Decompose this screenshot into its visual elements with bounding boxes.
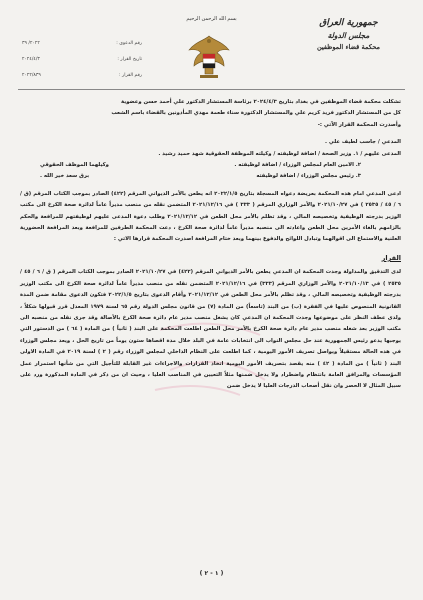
decision-heading: القرار <box>381 253 401 262</box>
iraq-eagle-emblem-icon <box>186 32 232 82</box>
decision-date-row <box>22 52 142 68</box>
decision-number-value: ٢٠٢٢/٨٣٩ <box>22 73 41 78</box>
defendant-agent: برق سعد خير الله . <box>40 173 90 180</box>
page-number: ( ١ - ٢ ) <box>199 570 224 577</box>
defendant-text: المدعى عليهم / ١. وزير الصحة / اضافة لوظيفته / وكيلته الموظفة الحقوقية شهد حميد رشيد . <box>158 150 401 157</box>
decision-number-row <box>22 68 142 84</box>
court-header <box>296 16 401 53</box>
intro-line-1: تشكلت محكمة قضاء الموظفين في بغداد بتاريخ ٢٠٢٤/٤/٣ برئاسة المستشار الدكتور علي أحمد حسن وعضوية <box>121 99 401 105</box>
defendant-agent: وكيلهما الموظف الحقوقي <box>40 162 109 169</box>
case-number-label: رقم الدعوى : <box>116 41 142 46</box>
court-line-3: محكمة قضاء الموظفين <box>316 43 381 51</box>
defendant-text: ٢. الامين العام لمجلس الوزراء / اضافة لوظيفته . <box>234 162 361 169</box>
court-line-2: مجلس الدولة <box>327 31 370 40</box>
plaintiff-line: المدعي / جاسب لطيف علي . <box>325 139 401 146</box>
court-line-1: جمهورية العراق <box>319 18 378 28</box>
defendant-row <box>20 160 401 171</box>
defendant-text: ٣. رئيس مجلس الوزراء / اضافة لوظيفته <box>256 173 361 180</box>
decision-date-value: ٢٠٢٤/٤/٣ <box>22 57 40 62</box>
bismillah: بسم الله الرحمن الرحيم <box>186 16 237 22</box>
case-info <box>22 36 142 84</box>
intro-line-3: وأصدرت المحكمة القرار الآتي :- <box>317 121 401 128</box>
intro-line-2: كل من المستشار الدكتور فريد كريم علي والمستشار الدكتورة سناء طعمة مهدي المأذونين بالقضاء باسم الشعب <box>111 110 401 117</box>
judgment-body <box>20 97 401 393</box>
defendant-row <box>20 149 401 160</box>
decision-paragraph: لدى التدقيق والمداولة وجدت المحكمة ان المدعي يطعن بالأمر الديواني المرقم (٤٢٢) في ٢٠٢١/١٠/٢٧ الصادر بموجب الكتاب المرقم ( ق / ٦ / ٤٥ / ٢٥٣٥ ) في ٢٠٢١/١٠/١٣ والأمر الوزاري المرقم (٣٣٣) في ٢٠٢١/١٢/١٦ المتضمن نقله من منصب مديراً عاماً لدائرة صحة الكرخ الى مكتب الوزير بدرجته الوظيفية وتخصيصه المالي ، وقد تظلم بالأمر محل الطعن في ٢٠٢١/١٢/١٢ وأقام الدعوى بتاريخ ٢٠٢٢/١/٥ فتكون الدعوى مقامة ضمن المدة القانونية المنصوص عليها في الفقرة (ب) من البند (تاسعاً) من المادة (٧) من قانون مجلس الدولة رقم ٦٥ لسنة ١٩٧٩ المعدل قرر قبولها شكلاً ، ولدى عطف النظر على موضوعها وجدت المحكمة ان المدعي كان يشغل منصب مدير عام دائرة صحة الكرخ بالأصالة وقد جرى نقله من منصبه الى مكتب الوزير بعد شغله منصب مدير عام دائرة صحة الكرخ بالأمر محل الطعن اطلعت المحكمة على البند ( ثانياً ) من المادة ( ٦٤ ) من الدستور التي يوجبها يدعو رئيس الجمهورية عند حل مجلس النواب الى انتخابات عامة في البلد خلال مدة اقصاها ستون يوماً من تاريخ الحل ، ويعد مجلس الوزراء في هذه الحالة مستقيلاً ويواصل تصريف الأمور اليومية ، كما اطلعت على النظام الداخلي لمجلس الوزراء رقم ( ٢ ) لسنة ٢٠١٩ في المادة الاولى البند ( ثانياً ) من المادة ( ٤٢ ) منه يقصد بتصريف الأمور اليومية اتخاذ القرارات والاجراءات غير القابلة للتأجيل التي من شأنها استمرار عمل المؤسسات والمرافق العامة بانتظام واضطراد ولا يدخل ضمنها مثلاً التعيين في المناصب العليا ، وحيث ان من ذكر في المادة المذكورة ورد على سبيل المثال لا الحصر وان نقل أصحاب الدرجات العليا لا يدخل ضمن <box>20 269 402 390</box>
header-divider <box>18 89 405 90</box>
case-number-row <box>22 36 142 52</box>
defendants-block <box>20 149 401 183</box>
decision-date-label: تاريخ القرار : <box>117 57 142 62</box>
case-number-value: ٢٠٢٢/ ٣٩ <box>22 41 40 46</box>
defendant-row <box>20 171 401 182</box>
claim-paragraph: ادعى المدعي امام هذه المحكمة بعريضة دعواه المسجلة بتاريخ ٢٠٢٢/١/٥ انه يطعن بالأمر الديواني المرقم (٤٢٢) الصادر بموجب الكتاب المرقم (ق / ٦ / ٤٥ / ٢٥٣٥ ) في ٢٠٢١/١٠/٢٧ والأمر الوزاري المرقم ( ٣٣٣ ) في ٢٠٢١/١٢/١٦ المتضمن نقله من منصب مديراً عاماً لدائرة صحة الكرخ الى مكتب الوزير بدرجته الوظيفية وتخصيصه المالي ، وقد تظلم بالأمر محل الطعن في ٢٠٢١/١٢/١٢ وطلب دعوة المدعى عليهم لوظيفتهم للمرافعة والحكم بالزامهم بالغاء الأمرين محل الطعن واعادته الى منصبه مديراً عاماً لدائرة صحة الكرخ ، دعت المحكمة الطرفين للمرافعة وبعد المرافعة الحضورية العلنية والاستماع الى اقوالهما وتبادل اللوائح والدفوع بينهما وبعد ختام المرافعة اصدرت المحكمة قرارها الاتي : <box>20 190 402 243</box>
decision-number-label: رقم القرار : <box>119 73 142 78</box>
